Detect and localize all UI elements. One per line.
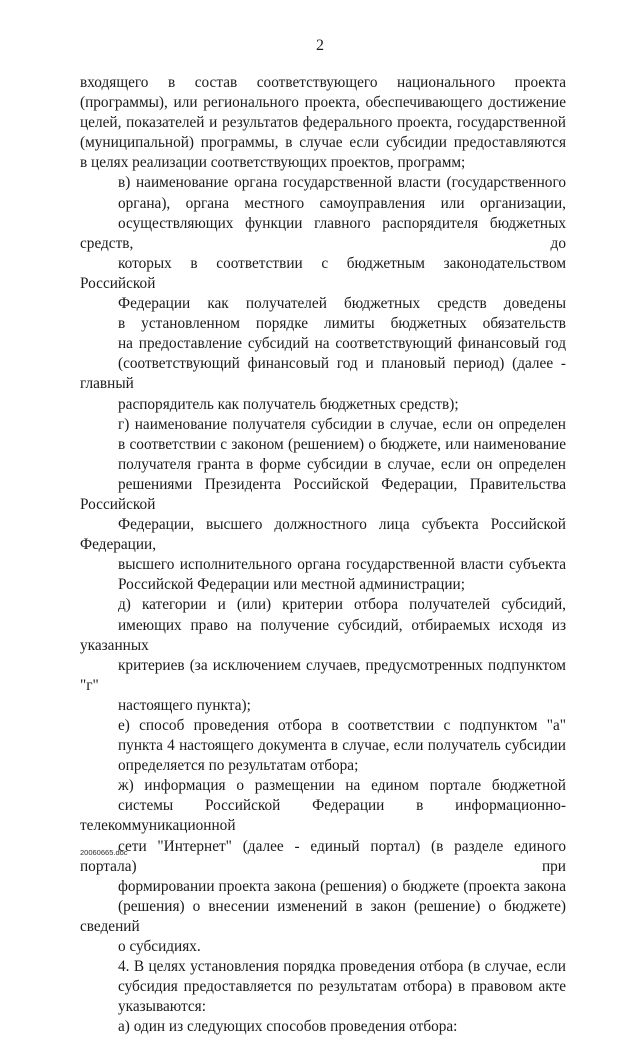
text-line: субсидия предоставляется по результатам отбора) в правовом акте bbox=[118, 978, 566, 996]
text-line: (программы), или регионального проекта, обеспечивающего достижение bbox=[80, 94, 566, 112]
text-line: е) способ проведения отбора в соответствии с подпунктом "а" bbox=[118, 717, 566, 734]
text-line: органа), органа местного самоуправления или организации, bbox=[118, 194, 566, 212]
text-line: в установленном порядке лимиты бюджетных обязательств bbox=[118, 315, 566, 333]
text-line: осуществляющих функции главного распорядителя бюджетных средств, до bbox=[80, 214, 566, 252]
text-line: входящего в состав соответствующего национального проекта bbox=[80, 74, 566, 91]
text-line: д) категории и (или) критерии отбора получателей субсидий, bbox=[118, 596, 566, 614]
paragraph bbox=[80, 73, 566, 173]
text-line: г) наименование получателя субсидии в случае, если он определен bbox=[118, 415, 566, 433]
text-line: решениями Президента Российской Федерации, Правительства Российской bbox=[80, 475, 566, 513]
text-line: а) один из следующих способов проведения отбора: bbox=[118, 1018, 458, 1036]
text-line: критериев (за исключением случаев, предусмотренных подпунктом "г" bbox=[80, 656, 566, 694]
text-line: системы Российской Федерации в информационно-телекоммуникационной bbox=[80, 797, 566, 835]
text-line: в соответствии с законом (решением) о бюджете, или наименование bbox=[118, 435, 566, 453]
text-line: (муниципальной) программы, в случае если субсидии предоставляются bbox=[80, 134, 566, 152]
paragraph bbox=[80, 776, 566, 957]
text-line: формировании проекта закона (решения) о бюджете (проекта закона bbox=[118, 877, 566, 895]
text-line: определяется по результатам отбора; bbox=[118, 757, 359, 775]
footer-filename: 20060665.doc bbox=[80, 848, 128, 857]
text-line: на предоставление субсидий на соответствующий финансовый год bbox=[118, 335, 566, 353]
text-line: в целях реализации соответствующих проектов, программ; bbox=[80, 154, 466, 172]
text-line: Федерации, высшего должностного лица субъекта Российской Федерации, bbox=[80, 516, 566, 554]
text-line: в) наименование органа государственной власти (государственного bbox=[118, 174, 566, 192]
text-line: настоящего пункта); bbox=[118, 696, 251, 714]
text-line: 4. В целях установления порядка проведения отбора (в случае, если bbox=[118, 958, 566, 976]
text-line: высшего исполнительного органа государственной власти субъекта bbox=[118, 556, 566, 574]
paragraph bbox=[80, 1017, 566, 1037]
text-line: (соответствующий финансовый год и плановый период) (далее - главный bbox=[80, 355, 566, 393]
text-line: распорядитель как получатель бюджетных средств); bbox=[118, 395, 459, 413]
text-line: сети "Интернет" (далее - единый портал) (в разделе единого портала) при bbox=[80, 837, 566, 875]
page-number: 2 bbox=[316, 37, 324, 54]
text-line: которых в соответствии с бюджетным законодательством Российской bbox=[80, 254, 566, 292]
text-line: Федерации как получателей бюджетных средств доведены bbox=[118, 295, 566, 313]
text-line: целей, показателей и результатов федерального проекта, государственной bbox=[80, 114, 566, 132]
text-line: (решения) о внесении изменений в закон (решение) о бюджете) сведений bbox=[80, 897, 566, 935]
text-line: о субсидиях. bbox=[118, 938, 201, 956]
text-line: ж) информация о размещении на едином портале бюджетной bbox=[118, 777, 566, 795]
text-line: указываются: bbox=[118, 998, 206, 1016]
paragraph bbox=[80, 957, 566, 1017]
text-line: пункта 4 настоящего документа в случае, если получатель субсидии bbox=[118, 737, 566, 755]
paragraph bbox=[80, 595, 566, 716]
paragraph bbox=[80, 173, 566, 414]
paragraph bbox=[80, 716, 566, 776]
text-line: имеющих право на получение субсидий, отбираемых исходя из указанных bbox=[80, 616, 566, 654]
text-line: Российской Федерации или местной администрации; bbox=[118, 576, 465, 594]
document-body bbox=[80, 73, 566, 1038]
paragraph bbox=[80, 415, 566, 596]
text-line: получателя гранта в форме субсидии в случае, если он определен bbox=[118, 455, 566, 473]
